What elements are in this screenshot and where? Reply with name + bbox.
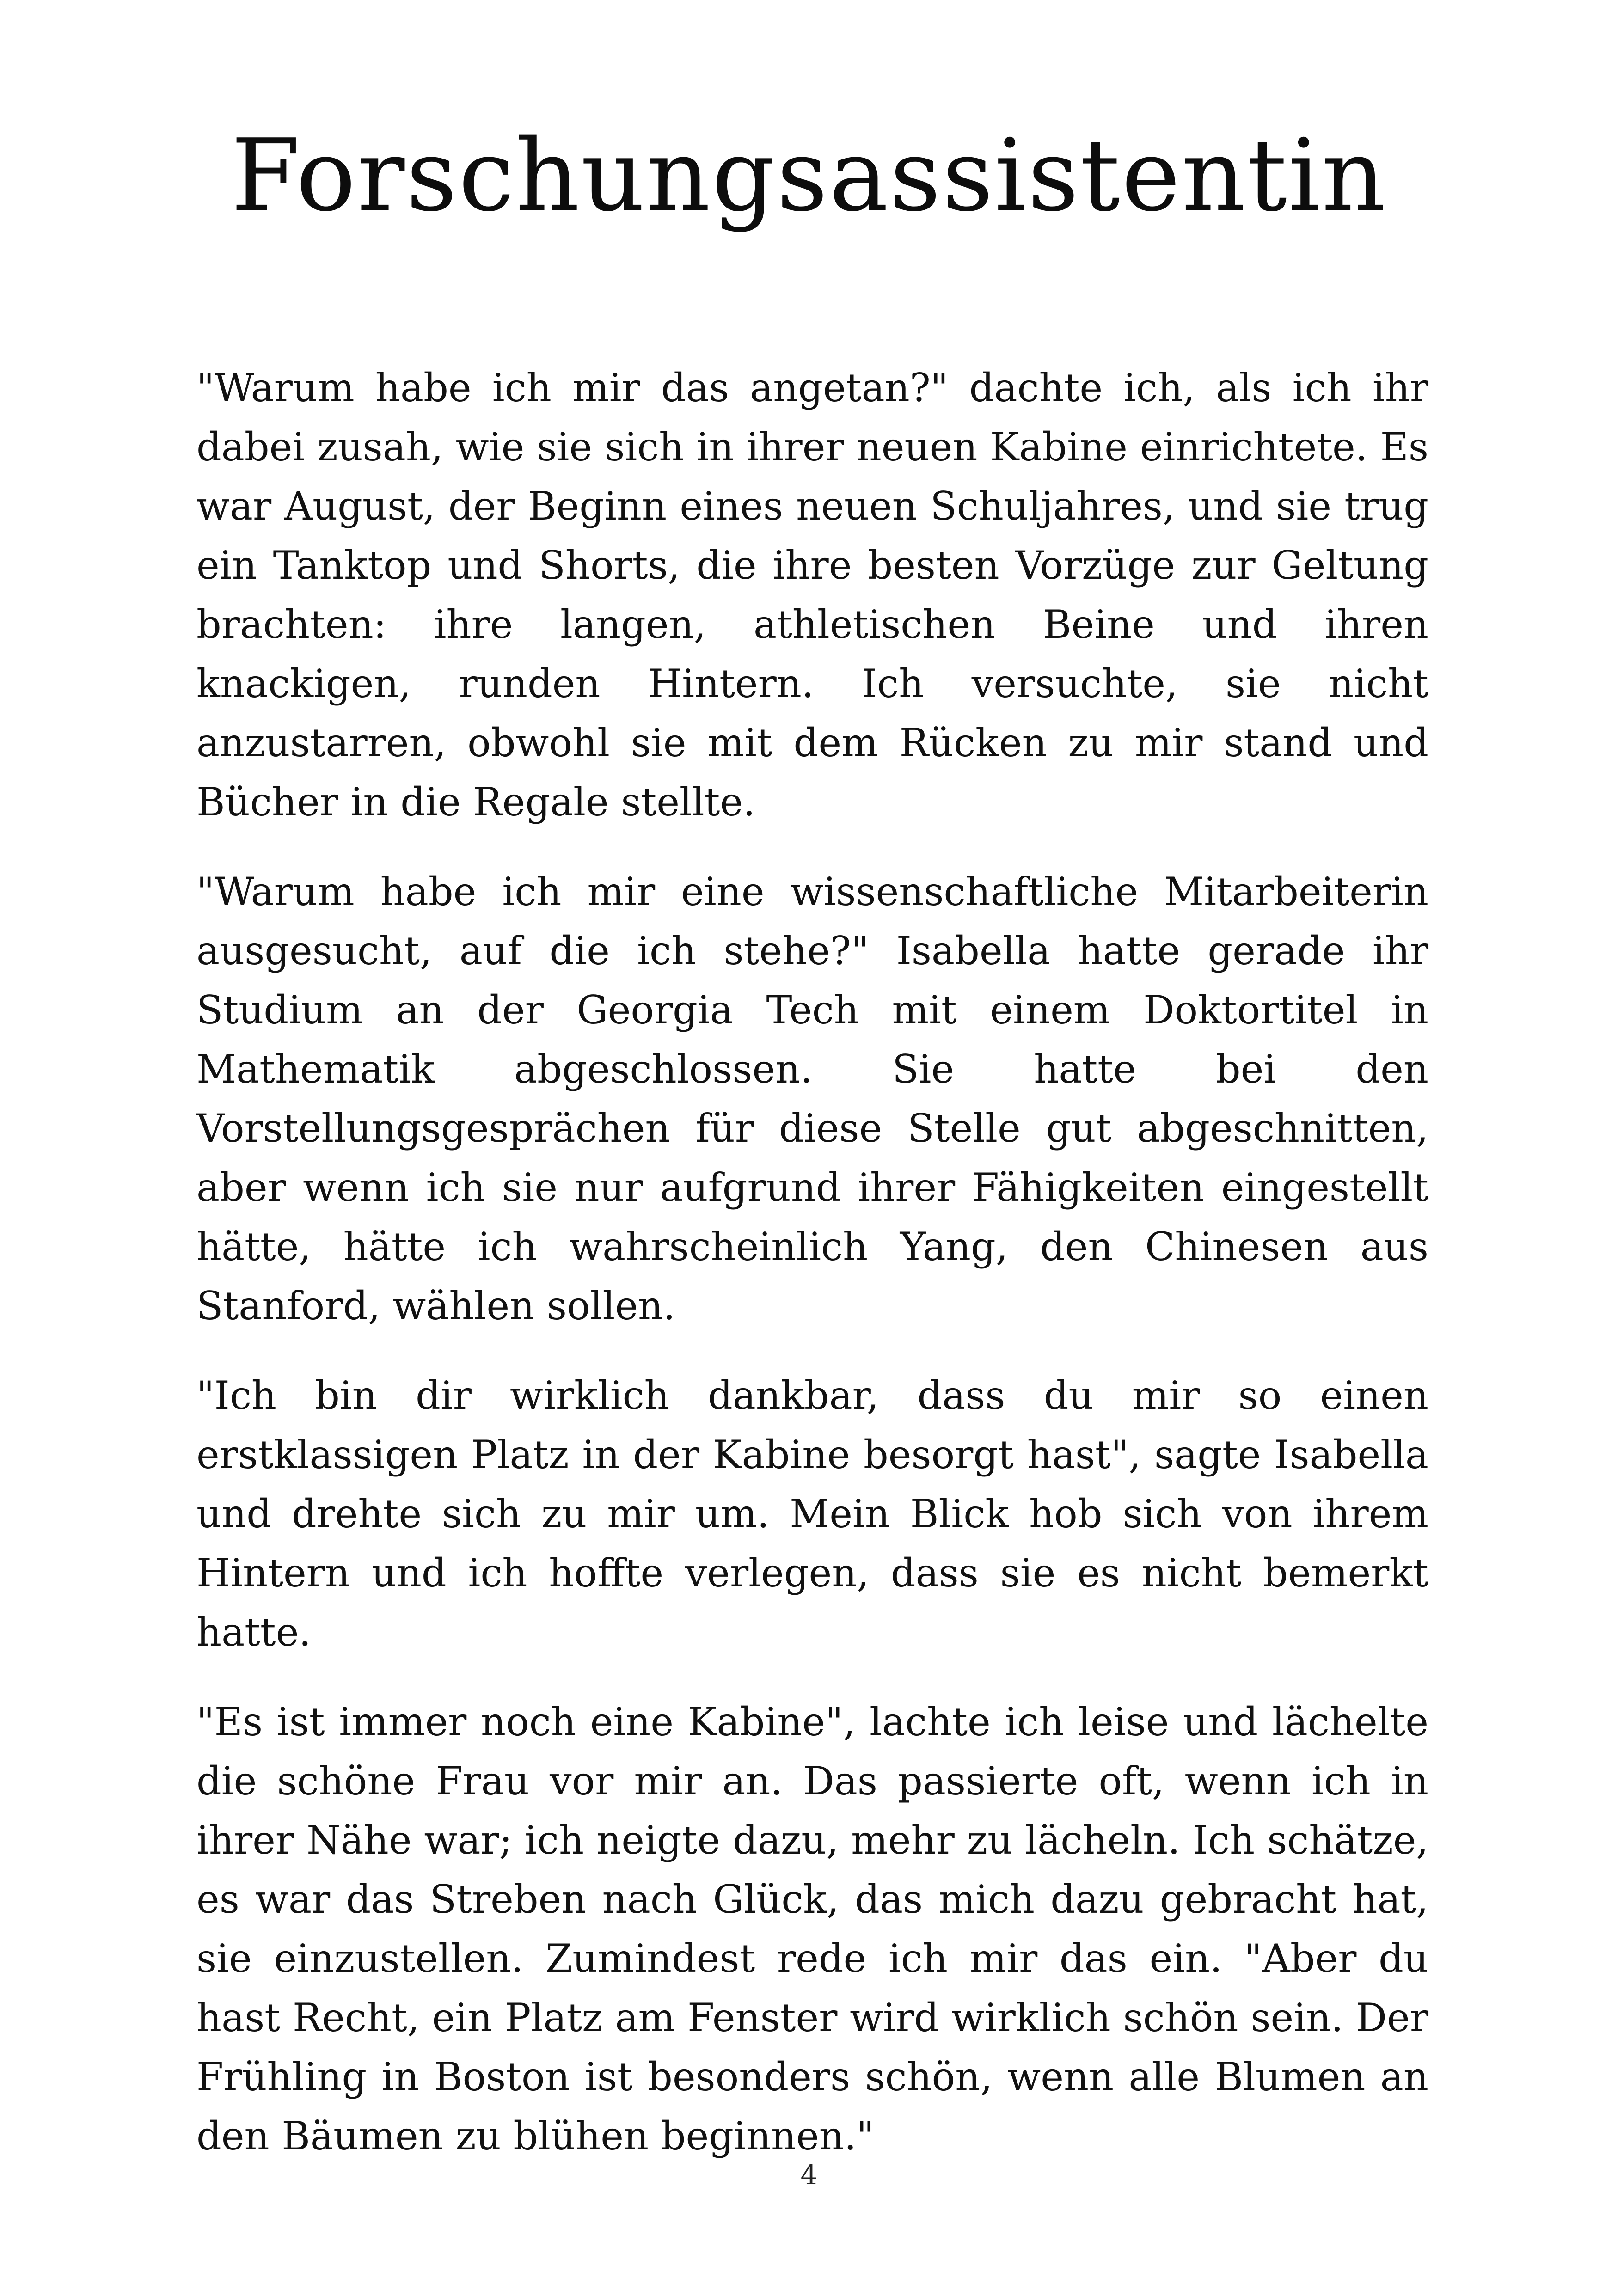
paragraph-4: "Es ist immer noch eine Kabine", lachte ich leise und lächelte die schöne Frau vor mir an. Das passierte oft, wenn ich in ihrer Nähe war; ich neigte dazu, mehr zu lächeln. Ich schätze, es war das Streben nach Glück, das mich dazu gebracht hat, sie einzustellen. Zumindest rede ich mir das ein. "Aber du hast Recht, ein Platz am Fenster wird wirklich schön sein. Der Frühling in Boston ist besonders schön, wenn alle Blumen an den Bäumen zu blühen beginnen." <box>196 1699 1428 2159</box>
paragraph-3: "Ich bin dir wirklich dankbar, dass du mir so einen erstklassigen Platz in der Kabine besorgt hast", sagte Isabella und drehte sich zu mir um. Mein Blick hob sich von ihrem Hintern und ich hoffte verlegen, dass sie es nicht bemerkt hatte. <box>196 1373 1428 1655</box>
paragraph-2: "Warum habe ich mir eine wissenschaftliche Mitarbeiterin ausgesucht, auf die ich stehe?" Isabella hatte gerade ihr Studium an der Georgia Tech mit einem Doktortitel in Mathematik abgeschlossen. Sie hatte bei den Vorstellungsgesprächen für diese Stelle gut abgeschnitten, aber wenn ich sie nur aufgrund ihrer Fähigkeiten eingestellt hätte, hätte ich wahrscheinlich Yang, den Chinesen aus Stanford, wählen sollen. <box>196 869 1428 1329</box>
body-text <box>196 358 1428 2196</box>
chapter-title: Forschungsassistentin <box>231 117 1387 233</box>
page-number: 4 <box>800 2159 818 2191</box>
paragraph-1: "Warum habe ich mir das angetan?" dachte ich, als ich ihr dabei zusah, wie sie sich in ihrer neuen Kabine einrichtete. Es war August, der Beginn eines neuen Schuljahres, und sie trug ein Tanktop und Shorts, die ihre besten Vorzüge zur Geltung brachten: ihre langen, athletischen Beine und ihren knackigen, runden Hintern. Ich versuchte, sie nicht anzustarren, obwohl sie mit dem Rücken zu mir stand und Bücher in die Regale stellte. <box>196 365 1428 825</box>
